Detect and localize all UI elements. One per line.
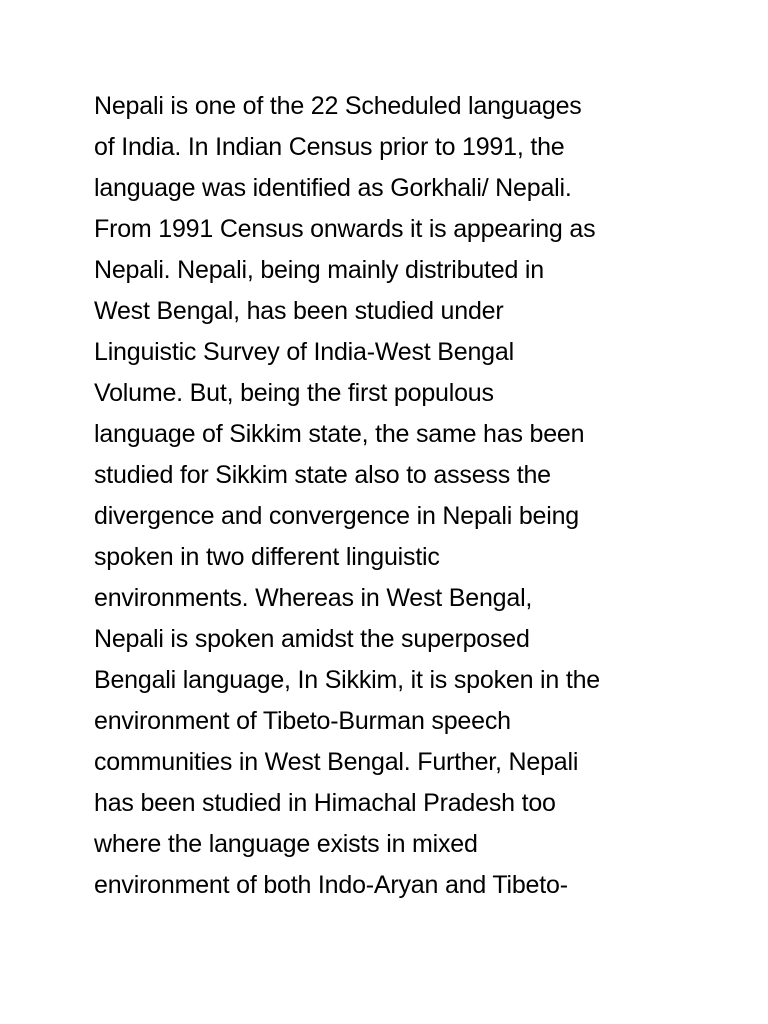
text-line: environments. Whereas in West Bengal,	[94, 584, 533, 612]
text-line: From 1991 Census onwards it is appearing as	[94, 215, 596, 243]
text-line: of India. In Indian Census prior to 1991, the	[94, 133, 565, 161]
text-line: has been studied in Himachal Pradesh too	[94, 789, 556, 817]
text-line: environment of Tibeto-Burman speech	[94, 707, 511, 735]
body-paragraph	[94, 86, 694, 906]
text-line: Linguistic Survey of India-West Bengal	[94, 338, 514, 366]
text-line: West Bengal, has been studied under	[94, 297, 504, 325]
text-line: communities in West Bengal. Further, Nepali	[94, 748, 579, 776]
text-line: Volume. But, being the first populous	[94, 379, 494, 407]
text-line: divergence and convergence in Nepali being	[94, 502, 579, 530]
text-line: Nepali. Nepali, being mainly distributed in	[94, 256, 544, 284]
text-line: language was identified as Gorkhali/ Nepali.	[94, 174, 572, 202]
text-line: environment of both Indo-Aryan and Tibeto-	[94, 871, 568, 899]
text-line: spoken in two different linguistic	[94, 543, 440, 571]
text-line: Bengali language, In Sikkim, it is spoken in the	[94, 666, 600, 694]
text-line: where the language exists in mixed	[94, 830, 478, 858]
text-line: studied for Sikkim state also to assess the	[94, 461, 551, 489]
text-line: language of Sikkim state, the same has been	[94, 420, 585, 448]
text-line: Nepali is one of the 22 Scheduled languages	[94, 92, 582, 120]
text-line: Nepali is spoken amidst the superposed	[94, 625, 530, 653]
